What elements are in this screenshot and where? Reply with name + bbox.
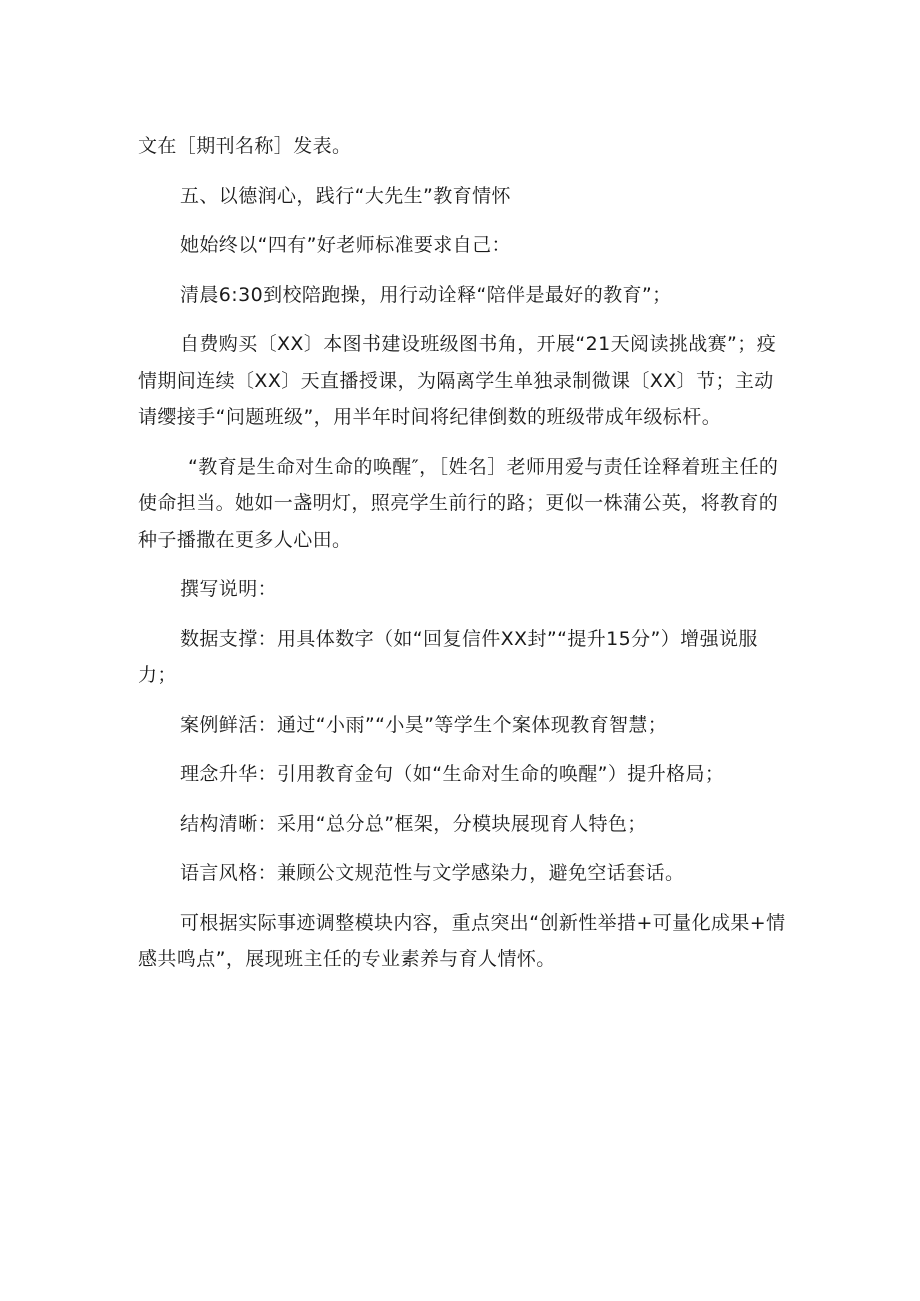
note-language-style: 语言风格：兼顾公文规范性与文学感染力，避免空话套话。 <box>180 862 685 884</box>
paragraph-closing-quote: “教育是生命对生命的唤醒″，［姓名］老师用爱与责任诠释着班主任的使命担当。她如一盏明灯，照亮学生前行的路；更似一株蒲公英，将教育的种子播撒在更多人心田。 <box>138 455 779 551</box>
note-clear-structure: 结构清晰：采用“总分总”框架，分模块展现育人特色； <box>180 812 647 835</box>
paragraph-four-standards: 她始终以“四有”好老师标准要求自己： <box>180 234 511 256</box>
paragraph-morning-exercise: 清晨6:30到校陪跑操，用行动诠释“陪伴是最好的教育”； <box>180 283 672 306</box>
paragraph-adjustment-advice: 可根据实际事迹调整模块内容，重点突出“创新性举措+可量化成果+情感共鸣点”，展现班主任的专业素养与育人情怀。 <box>138 911 786 970</box>
writing-notes-heading: 撰写说明： <box>180 578 278 600</box>
note-vivid-cases: 案例鲜活：通过“小雨”“小昊”等学生个案体现教育智慧； <box>180 713 668 736</box>
note-concept-elevation: 理念升华：引用教育金句（如“生命对生命的唤醒”）提升格局； <box>180 763 725 785</box>
paragraph-book-corner: 自费购买〔XX〕本图书建设班级图书角，开展“21天阅读挑战赛”；疫情期间连续〔XX〕天直播授课，为隔离学生单独录制微课〔XX〕节；主动请缨接手“问题班级”，用半年时间将纪律倒数的班级带成年级标杆。 <box>138 333 777 428</box>
note-data-support: 数据支撑：用具体数字（如“回复信件XX封”“提升15分”）增强说服力； <box>138 627 758 686</box>
document-body <box>138 128 786 978</box>
paragraph-publication: 文在［期刊名称］发表。 <box>138 135 352 157</box>
section-heading-five: 五、以德润心，践行“大先生”教育情怀 <box>180 184 511 207</box>
